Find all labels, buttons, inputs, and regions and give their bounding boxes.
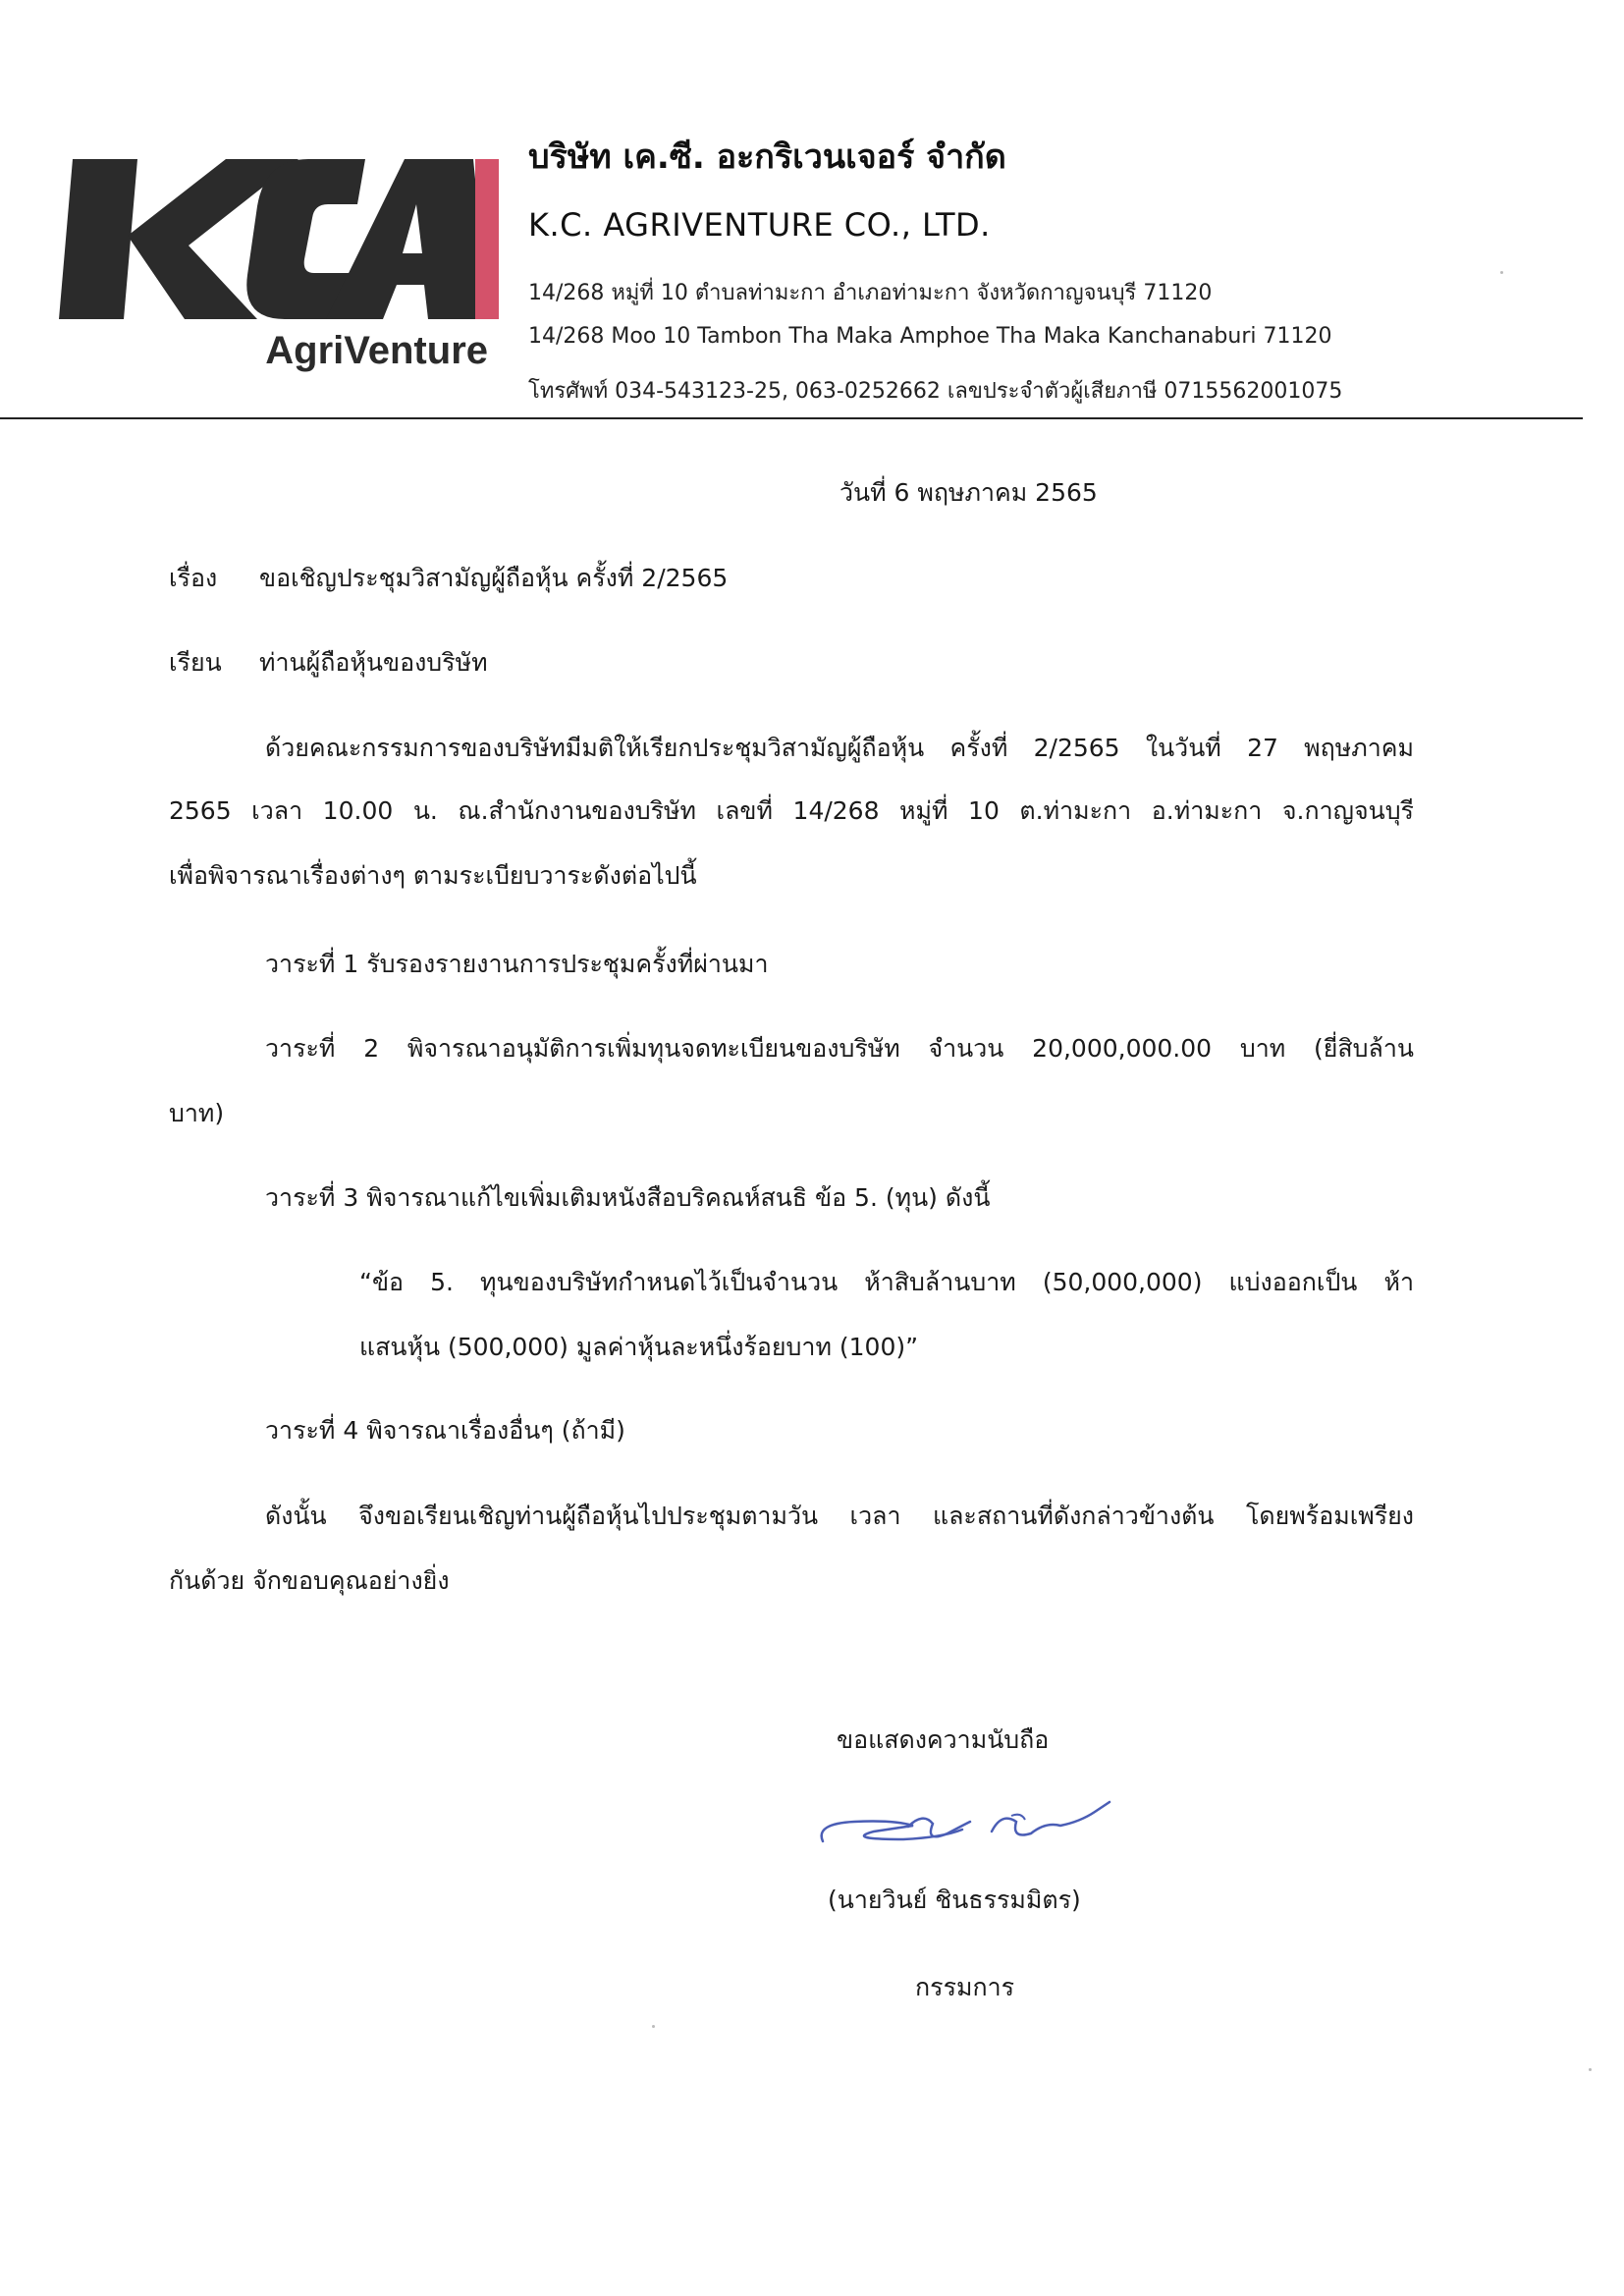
closing-paragraph-line-1: ดังนั้น จึงขอเรียนเชิญท่านผู้ถือหุ้นไปประชุมตามวัน เวลา และสถานที่ดังกล่าวข้างต้น โดยพร้อมเพรียง xyxy=(265,1502,1414,1530)
address-thai: 14/268 หมู่ที่ 10 ตำบลท่ามะกา อำเภอท่ามะกา จังหวัดกาญจนบุรี 71120 xyxy=(528,281,1213,305)
regards-text: ขอแสดงความนับถือ xyxy=(837,1725,1050,1754)
kca-logo-graphic xyxy=(51,147,503,378)
subject-label: เรื่อง xyxy=(169,564,218,592)
clause-quote-line-2: แสนหุ้น (500,000) มูลค่าหุ้นละหนึ่งร้อยบาท (100)” xyxy=(359,1333,919,1361)
address-english: 14/268 Moo 10 Tambon Tha Maka Amphoe Tha Maka Kanchanaburi 71120 xyxy=(528,324,1332,349)
company-logo xyxy=(51,147,503,378)
agenda-item-2-line-2: บาท) xyxy=(169,1099,225,1127)
letter-date: วันที่ 6 พฤษภาคม 2565 xyxy=(839,478,1098,507)
agenda-item-1: วาระที่ 1 รับรองรายงานการประชุมครั้งที่ผ่านมา xyxy=(265,950,769,978)
agenda-item-3: วาระที่ 3 พิจารณาแก้ไขเพิ่มเติมหนังสือบริคณห์สนธิ ข้อ 5. (ทุน) ดังนี้ xyxy=(265,1183,991,1212)
agenda-item-2-line-1: วาระที่ 2 พิจารณาอนุมัติการเพิ่มทุนจดทะเบียนของบริษัท จำนวน 20,000,000.00 บาท (ยี่สิบล้าน xyxy=(265,1034,1414,1063)
intro-paragraph-line-2: 2565 เวลา 10.00 น. ณ.สำนักงานของบริษัท เลขที่ 14/268 หมู่ที่ 10 ต.ท่ามะกา อ.ท่ามะกา จ.กาญจนบุรี xyxy=(169,796,1414,825)
scan-speck xyxy=(652,2025,655,2028)
recipient-label: เรียน xyxy=(169,648,222,677)
company-name-english: K.C. AGRIVENTURE CO., LTD. xyxy=(528,206,991,244)
logo-sub-text: AgriVenture xyxy=(265,329,488,372)
closing-paragraph-line-2: กันด้วย จักขอบคุณอย่างยิ่ง xyxy=(169,1566,450,1595)
scan-speck xyxy=(1500,271,1503,274)
recipient-text: ท่านผู้ถือหุ้นของบริษัท xyxy=(259,648,488,677)
letterhead-divider xyxy=(0,417,1583,419)
subject-text: ขอเชิญประชุมวิสามัญผู้ถือหุ้น ครั้งที่ 2/2565 xyxy=(259,564,729,592)
company-name-thai: บริษัท เค.ซี. อะกริเวนเจอร์ จำกัด xyxy=(528,137,1006,177)
intro-paragraph-line-1: ด้วยคณะกรรมการของบริษัทมีมติให้เรียกประชุมวิสามัญผู้ถือหุ้น ครั้งที่ 2/2565 ในวันที่ 27 พฤษภาคม xyxy=(265,734,1414,762)
handwritten-signature xyxy=(815,1782,1149,1871)
contact-info: โทรศัพท์ 034-543123-25, 063-0252662 เลขประจำตัวผู้เสียภาษี 0715562001075 xyxy=(528,379,1343,404)
scan-speck xyxy=(1589,2068,1592,2071)
intro-paragraph-line-3: เพื่อพิจารณาเรื่องต่างๆ ตามระเบียบวาระดังต่อไปนี้ xyxy=(169,861,697,890)
signer-name: (นายวินย์ ชินธรรมมิตร) xyxy=(828,1886,1081,1914)
agenda-item-4: วาระที่ 4 พิจารณาเรื่องอื่นๆ (ถ้ามี) xyxy=(265,1416,625,1445)
clause-quote-line-1: “ข้อ 5. ทุนของบริษัทกำหนดไว้เป็นจำนวน ห้าสิบล้านบาท (50,000,000) แบ่งออกเป็น ห้า xyxy=(359,1268,1414,1296)
signer-title: กรรมการ xyxy=(915,1973,1015,2001)
